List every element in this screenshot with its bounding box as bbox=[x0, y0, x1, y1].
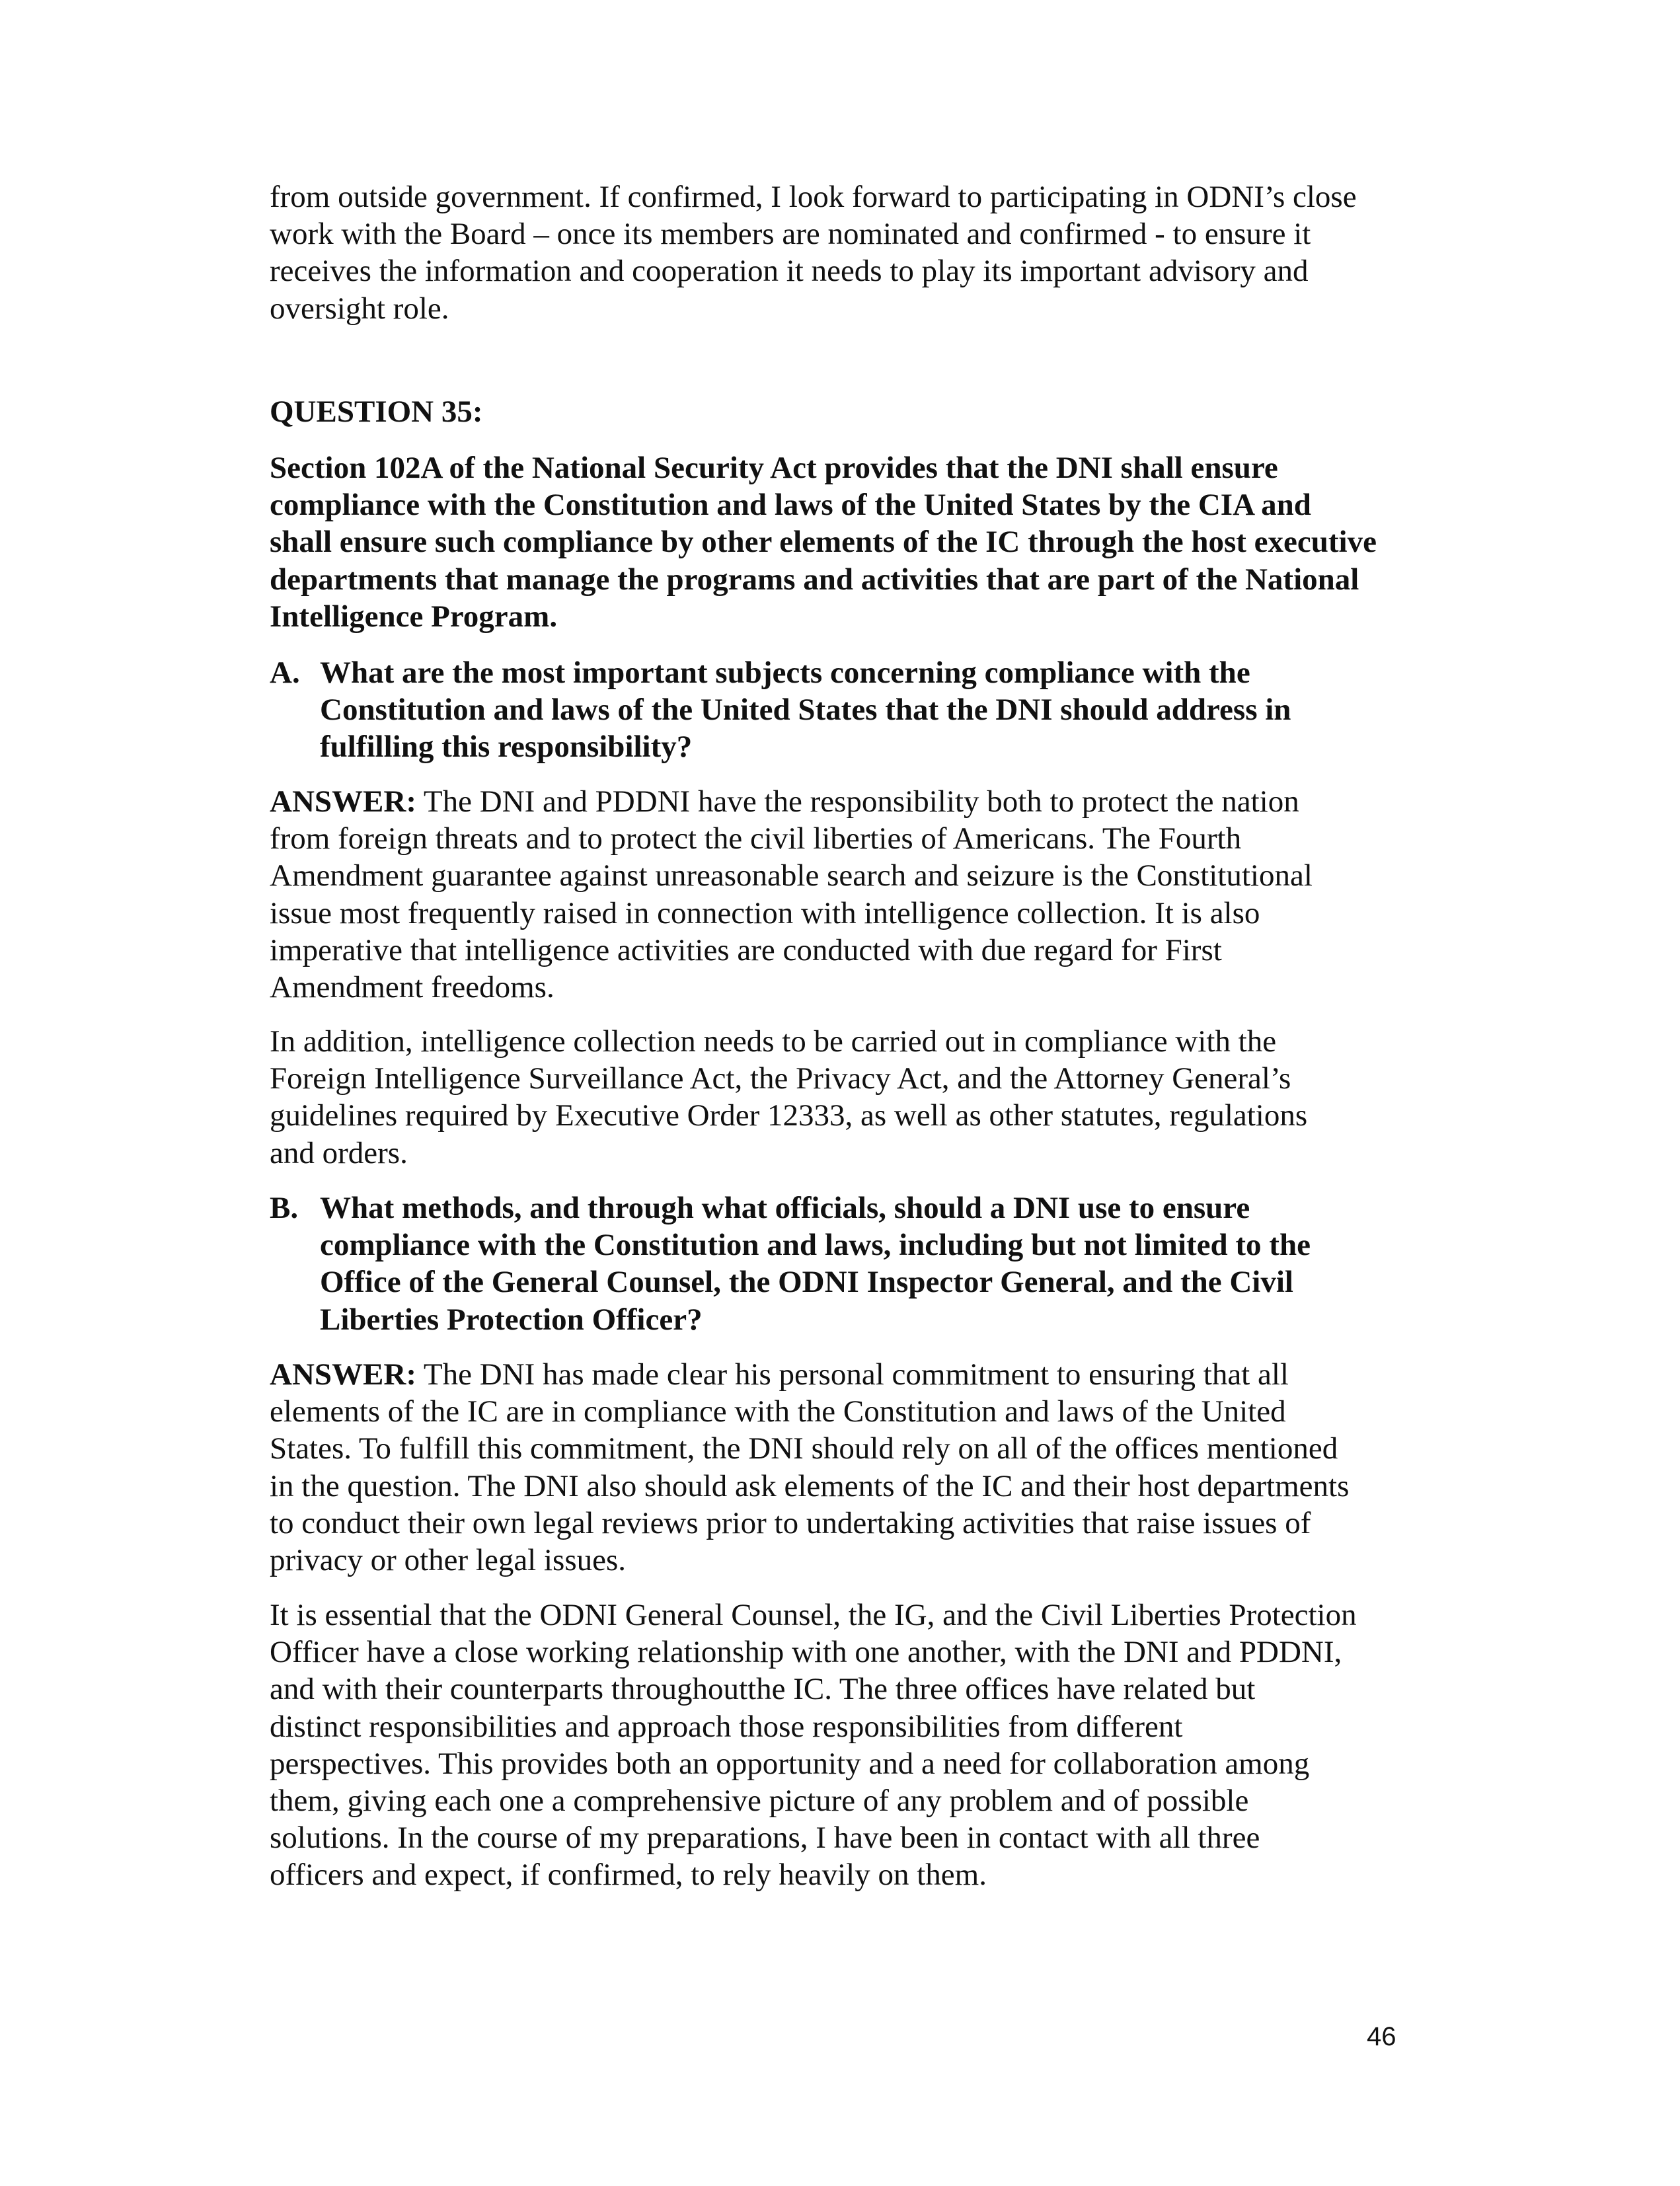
text-line: shall ensure such compliance by other elements of the IC through the host executive bbox=[270, 525, 1377, 560]
text-line: Liberties Protection Officer? bbox=[320, 1302, 703, 1337]
text-line: receives the information and cooperation it needs to play its important advisory and bbox=[270, 254, 1309, 289]
answer-body bbox=[270, 820, 1433, 1006]
answer-label: ANSWER: bbox=[270, 784, 416, 819]
answer-b-paragraph-2 bbox=[270, 1597, 1433, 1894]
text-line: from outside government. If confirmed, I look forward to participating in ODNI’s close bbox=[270, 180, 1357, 214]
question-heading: QUESTION 35: bbox=[270, 395, 483, 429]
text-line: solutions. In the course of my preparations, I have been in contact with all three bbox=[270, 1821, 1260, 1856]
text-line bbox=[270, 783, 1433, 820]
text-line: to conduct their own legal reviews prior to undertaking activities that raise issues of bbox=[270, 1505, 1311, 1540]
text-line: Office of the General Counsel, the ODNI Inspector General, and the Civil bbox=[320, 1265, 1293, 1300]
subquestion-marker: A. bbox=[270, 656, 300, 690]
text-line: work with the Board – once its members are nominated and confirmed - to ensure it bbox=[270, 217, 1311, 252]
text-line: Foreign Intelligence Surveillance Act, the Privacy Act, and the Attorney General’s bbox=[270, 1061, 1291, 1096]
text-line: Section 102A of the National Security Act provides that the DNI shall ensure bbox=[270, 451, 1278, 485]
text-line bbox=[270, 1356, 1433, 1393]
text-line: departments that manage the programs and activities that are part of the National bbox=[270, 562, 1359, 597]
text-line: States. To fulfill this commitment, the DNI should rely on all of the offices mentioned bbox=[270, 1431, 1338, 1466]
text-line: distinct responsibilities and approach those responsibilities from different bbox=[270, 1709, 1183, 1744]
text-line: oversight role. bbox=[270, 291, 449, 326]
text-line: compliance with the Constitution and laws of the United States by the CIA and bbox=[270, 488, 1311, 523]
text-line: Amendment guarantee against unreasonable search and seizure is the Constitutional bbox=[270, 858, 1313, 893]
text-line: compliance with the Constitution and laws, including but not limited to the bbox=[320, 1228, 1311, 1263]
subquestion-b bbox=[270, 1189, 1459, 1338]
subquestion-text bbox=[320, 654, 1459, 766]
answer-body bbox=[270, 1393, 1433, 1579]
text-line: and with their counterparts throughoutthe IC. The three offices have related but bbox=[270, 1672, 1256, 1707]
answer-first-line: The DNI has made clear his personal commitment to ensuring that all bbox=[416, 1357, 1289, 1392]
text-line: What methods, and through what officials, should a DNI use to ensure bbox=[320, 1191, 1250, 1225]
text-line: officers and expect, if confirmed, to rely heavily on them. bbox=[270, 1858, 987, 1893]
page-number: 46 bbox=[1367, 2022, 1396, 2051]
answer-a bbox=[270, 783, 1433, 1006]
subquestion-marker: B. bbox=[270, 1191, 299, 1225]
text-line: guidelines required by Executive Order 12333, as well as other statutes, regulations bbox=[270, 1098, 1308, 1133]
text-line: imperative that intelligence activities are conducted with due regard for First bbox=[270, 932, 1222, 967]
text-line: in the question. The DNI also should ask elements of the IC and their host departments bbox=[270, 1468, 1350, 1503]
answer-label: ANSWER: bbox=[270, 1357, 416, 1392]
answer-b bbox=[270, 1356, 1433, 1579]
text-line: In addition, intelligence collection needs to be carried out in compliance with the bbox=[270, 1024, 1277, 1059]
text-line: and orders. bbox=[270, 1135, 408, 1170]
subquestion-text bbox=[320, 1189, 1459, 1338]
answer-first-line: The DNI and PDDNI have the responsibility both to protect the nation bbox=[416, 784, 1299, 819]
text-line: Constitution and laws of the United States that the DNI should address in bbox=[320, 693, 1291, 728]
question-text bbox=[270, 449, 1433, 635]
text-line: privacy or other legal issues. bbox=[270, 1543, 627, 1578]
text-line: them, giving each one a comprehensive picture of any problem and of possible bbox=[270, 1784, 1249, 1819]
text-line: issue most frequently raised in connection with intelligence collection. It is also bbox=[270, 895, 1260, 930]
text-line: What are the most important subjects concerning compliance with the bbox=[320, 656, 1250, 690]
answer-a-paragraph-2 bbox=[270, 1023, 1433, 1172]
text-line: Intelligence Program. bbox=[270, 599, 558, 634]
text-line: fulfilling this responsibility? bbox=[320, 730, 693, 765]
subquestion-a bbox=[270, 654, 1459, 766]
text-line: perspectives. This provides both an opportunity and a need for collaboration among bbox=[270, 1746, 1310, 1781]
text-line: Officer have a close working relationship with one another, with the DNI and PDDNI, bbox=[270, 1635, 1342, 1670]
intro-paragraph bbox=[270, 178, 1433, 327]
text-line: Amendment freedoms. bbox=[270, 970, 554, 1005]
text-line: from foreign threats and to protect the civil liberties of Americans. The Fourth bbox=[270, 821, 1242, 856]
text-line: elements of the IC are in compliance with the Constitution and laws of the United bbox=[270, 1394, 1286, 1429]
text-line: It is essential that the ODNI General Counsel, the IG, and the Civil Liberties Protection bbox=[270, 1598, 1357, 1632]
